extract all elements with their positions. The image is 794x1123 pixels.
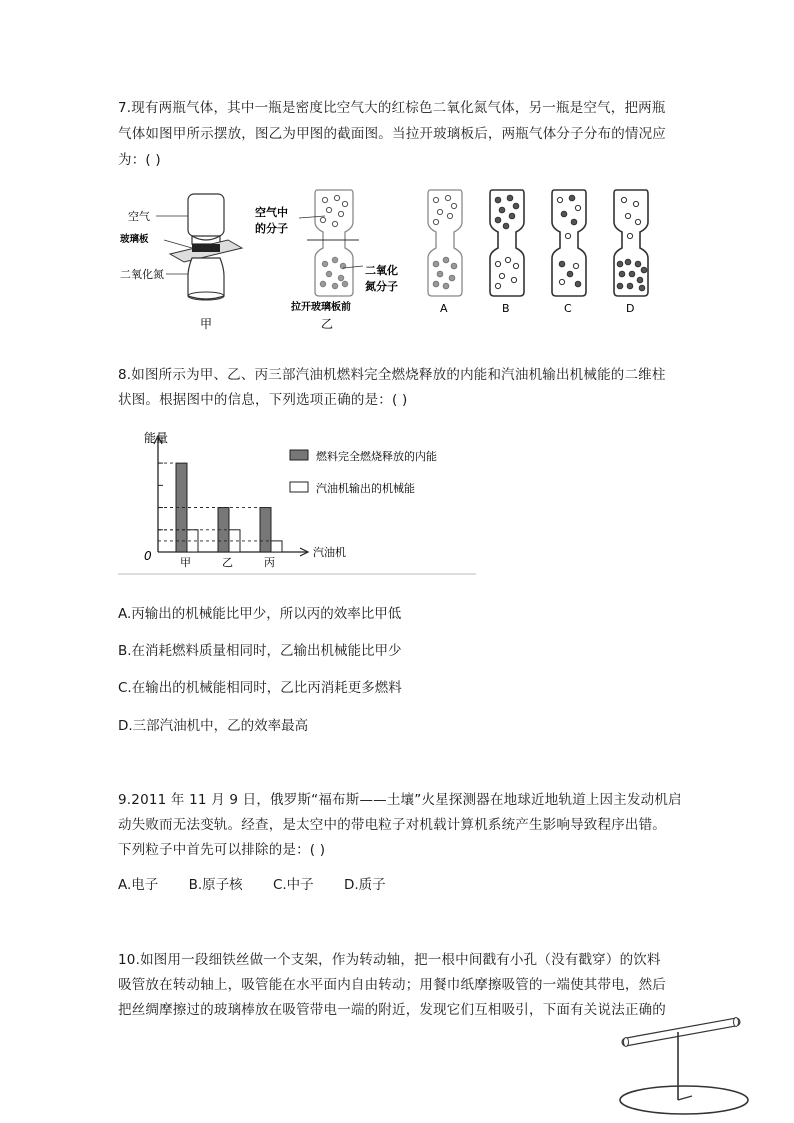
- iron-wire-joint: [678, 1096, 692, 1100]
- q9-text-line3: 下列粒子中首先可以排除的是：( ): [118, 842, 326, 858]
- chart-legend: [290, 449, 437, 495]
- option-c-bottle: [552, 190, 586, 296]
- q10-text-line1: 10.如图用一段细铁丝做一个支架，作为转动轴，把一根中间戳有小孔（没有戳穿）的饮料: [118, 952, 661, 968]
- q8-text-line1: 8.如图所示为甲、乙、丙三部汽油机燃料完全燃烧释放的内能和汽油机输出机械能的二维柱: [118, 367, 666, 383]
- q9-option-a: A.电子: [118, 877, 159, 893]
- yi-label-no2-1: 二氧化: [365, 264, 398, 277]
- figure-options-abcd: [420, 186, 660, 321]
- yi-no2-molecules: [320, 257, 348, 289]
- energy-bar-chart: [118, 424, 478, 579]
- q8-option-a: A.丙输出的机械能比甲少，所以丙的效率比甲低: [118, 606, 402, 622]
- yi-label-air1: 空气中: [255, 206, 288, 219]
- q9-options: [118, 875, 412, 895]
- category-label-1: 甲: [180, 556, 191, 569]
- category-label-2: 乙: [222, 556, 233, 569]
- option-b-label: B: [502, 302, 510, 315]
- yi-air-molecules: [320, 195, 347, 226]
- straw-stand-figure: [612, 1010, 752, 1120]
- q8-option-d: D.三部汽油机中，乙的效率最高: [118, 718, 309, 734]
- q9-option-b: B.原子核: [188, 877, 243, 893]
- option-b-bottle: [490, 190, 524, 296]
- figure-jia: [120, 186, 270, 336]
- q7-text-line3: 为：( ): [118, 152, 161, 168]
- option-d-label: D: [626, 302, 635, 315]
- option-a-bottle: [428, 190, 462, 296]
- q10-text-line3: 把丝绸摩擦过的玻璃棒放在吸管带电一端的附近，发现它们互相吸引，下面有关说法正确的: [118, 1002, 666, 1018]
- jia-top-bottle: [188, 194, 224, 236]
- yi-caption: 乙: [321, 317, 334, 331]
- jia-label-glass: 玻璃板: [120, 234, 149, 245]
- q9-option-d: D.质子: [343, 877, 386, 893]
- figure-yi: [255, 186, 415, 336]
- straw: [624, 1018, 739, 1047]
- chart-xlabel: 汽油机: [313, 546, 346, 559]
- jia-label-no2: 二氧化氮: [120, 268, 164, 281]
- option-a-label: A: [440, 302, 448, 315]
- q9-text-line2: 动失败而无法变轨。经查，是太空中的带电粒子对机载计算机系统产生影响导致程序出错。: [118, 817, 666, 833]
- q7-text-line2: 气体如图甲所示摆放，图乙为甲图的截面图。当拉开玻璃板后，两瓶气体分子分布的情况应: [118, 126, 666, 142]
- yi-sub-caption: 拉开玻璃板前: [291, 302, 351, 313]
- q9-text-line1: 9.2011 年 11 月 9 日，俄罗斯“福布斯——土壤”火星探测器在地球近地轨道上因主发动机启: [118, 792, 682, 808]
- bar-internal-3: [260, 508, 271, 552]
- legend-swatch-internal: [290, 450, 308, 460]
- chart-category-labels: [180, 556, 275, 569]
- q8-option-b: B.在消耗燃料质量相同时，乙输出机械能比甲少: [118, 643, 402, 659]
- iron-wire-base-ring: [620, 1086, 748, 1114]
- jia-caption: 甲: [200, 317, 213, 331]
- legend-swatch-mechanical: [290, 482, 308, 492]
- jia-leader-glass: [164, 240, 192, 248]
- legend-label-mechanical: 汽油机输出的机械能: [316, 482, 415, 495]
- option-c-label: C: [564, 302, 572, 315]
- chart-ylabel: 能量: [144, 431, 169, 445]
- bar-mechanical-3: [271, 541, 282, 552]
- yi-label-no2-2: 氮分子: [365, 280, 398, 293]
- chart-origin-label: 0: [144, 549, 152, 563]
- legend-label-internal: 燃料完全燃烧释放的内能: [316, 450, 437, 463]
- jia-label-air: 空气: [128, 210, 150, 223]
- option-d-bottle: [614, 190, 648, 296]
- q8-text-line2: 状图。根据图中的信息，下列选项正确的是：( ): [118, 392, 408, 408]
- category-label-3: 丙: [264, 556, 275, 569]
- q9-option-c: C.中子: [272, 877, 314, 893]
- q10-text-line2: 吸管放在转动轴上，吸管能在水平面内自由转动；用餐巾纸摩擦吸管的一端使其带电，然后: [118, 977, 666, 993]
- yi-label-air2: 的分子: [255, 222, 288, 235]
- q7-text-line1: 7.现有两瓶气体，其中一瓶是密度比空气大的红棕色二氧化氮气体，另一瓶是空气，把两瓶: [118, 100, 666, 116]
- chart-bars: [158, 463, 282, 552]
- jia-plate-slot: [192, 244, 220, 252]
- q8-option-c: C.在输出的机械能相同时，乙比丙消耗更多燃料: [118, 680, 402, 696]
